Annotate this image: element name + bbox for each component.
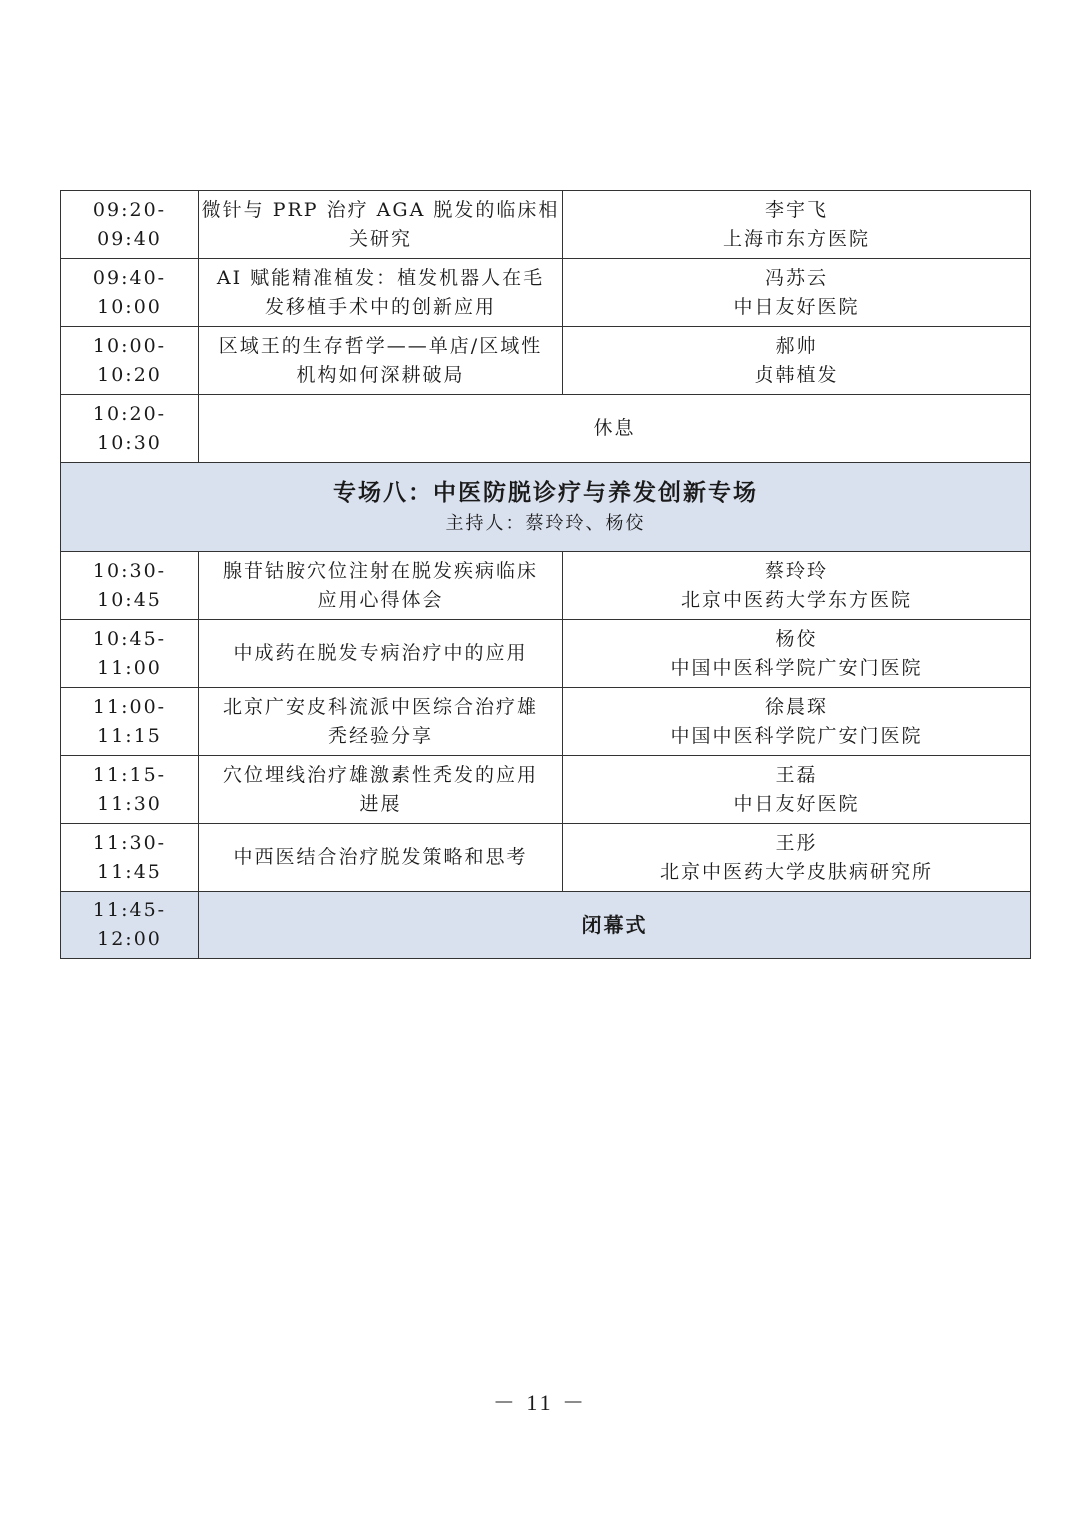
time-cell: 11:15-11:30 [61, 756, 199, 824]
time-cell: 10:45-11:00 [61, 620, 199, 688]
speaker-org: 中日友好医院 [733, 792, 860, 815]
time-cell: 09:40-10:00 [61, 259, 199, 327]
table-row [61, 259, 1031, 327]
table-row [61, 191, 1031, 259]
section-title: 专场八：中医防脱诊疗与养发创新专场 [333, 479, 758, 506]
speaker-org: 北京中医药大学皮肤病研究所 [659, 860, 933, 883]
topic-line: 腺苷钴胺穴位注射在脱发疾病临床 [222, 559, 538, 582]
speaker-name: 蔡玲玲 [764, 559, 828, 582]
topic-line: 中西医结合治疗脱发策略和思考 [233, 846, 528, 868]
speaker-name: 李宇飞 [764, 198, 828, 221]
speaker-cell [563, 191, 1031, 259]
time-cell: 11:45-12:00 [61, 892, 199, 959]
topic-line: 机构如何深耕破局 [296, 363, 465, 386]
topic-cell [199, 756, 563, 824]
section-header [61, 463, 1031, 552]
table-row [61, 327, 1031, 395]
speaker-org: 中国中医科学院广安门医院 [670, 724, 923, 747]
speaker-name: 杨佼 [775, 627, 818, 650]
time-cell: 10:00-10:20 [61, 327, 199, 395]
topic-line: 秃经验分享 [327, 724, 433, 747]
speaker-org: 北京中医药大学东方医院 [680, 588, 912, 611]
topic-cell [199, 259, 563, 327]
table-row [61, 552, 1031, 620]
topic-line: 穴位埋线治疗雄激素性秃发的应用 [222, 763, 538, 786]
table-row [61, 620, 1031, 688]
topic-cell [199, 824, 563, 892]
page-number: － 11 － [492, 1390, 588, 1415]
schedule-table [60, 190, 1031, 959]
break-label: 休息 [199, 395, 1031, 463]
topic-line: 中成药在脱发专病治疗中的应用 [233, 642, 528, 664]
speaker-name: 徐晨琛 [764, 695, 828, 718]
speaker-cell [563, 327, 1031, 395]
speaker-cell [563, 620, 1031, 688]
topic-cell [199, 552, 563, 620]
closing-label: 闭幕式 [199, 892, 1031, 959]
time-cell: 11:30-11:45 [61, 824, 199, 892]
topic-line: 微针与 PRP 治疗 AGA 脱发的临床相 [201, 198, 560, 221]
time-cell: 10:20-10:30 [61, 395, 199, 463]
topic-line: 发移植手术中的创新应用 [264, 295, 496, 318]
speaker-cell [563, 756, 1031, 824]
speaker-name: 王磊 [775, 763, 818, 786]
speaker-cell [563, 688, 1031, 756]
break-row [61, 395, 1031, 463]
speaker-name: 冯苏云 [764, 266, 828, 289]
speaker-cell [563, 552, 1031, 620]
speaker-org: 中国中医科学院广安门医院 [670, 656, 923, 679]
speaker-org: 上海市东方医院 [722, 227, 870, 250]
section-header-row [61, 463, 1031, 552]
topic-line: 进展 [359, 792, 402, 815]
time-cell: 09:20-09:40 [61, 191, 199, 259]
topic-line: 应用心得体会 [317, 588, 444, 611]
topic-line: AI 赋能精准植发：植发机器人在毛 [216, 266, 545, 289]
speaker-cell [563, 824, 1031, 892]
speaker-name: 郝帅 [775, 334, 818, 357]
topic-line: 关研究 [348, 227, 412, 250]
topic-cell [199, 620, 563, 688]
speaker-cell [563, 259, 1031, 327]
table-row [61, 824, 1031, 892]
topic-line: 北京广安皮科流派中医综合治疗雄 [222, 695, 538, 718]
section-host: 主持人：蔡玲玲、杨佼 [445, 513, 646, 534]
topic-cell [199, 688, 563, 756]
topic-line: 区域王的生存哲学——单店/区域性 [218, 334, 543, 357]
time-cell: 10:30-10:45 [61, 552, 199, 620]
speaker-org: 中日友好医院 [733, 295, 860, 318]
topic-cell [199, 327, 563, 395]
speaker-name: 王彤 [775, 831, 818, 854]
speaker-org: 贞韩植发 [754, 363, 839, 386]
closing-row [61, 892, 1031, 959]
topic-cell [199, 191, 563, 259]
time-cell: 11:00-11:15 [61, 688, 199, 756]
table-row [61, 756, 1031, 824]
table-row [61, 688, 1031, 756]
